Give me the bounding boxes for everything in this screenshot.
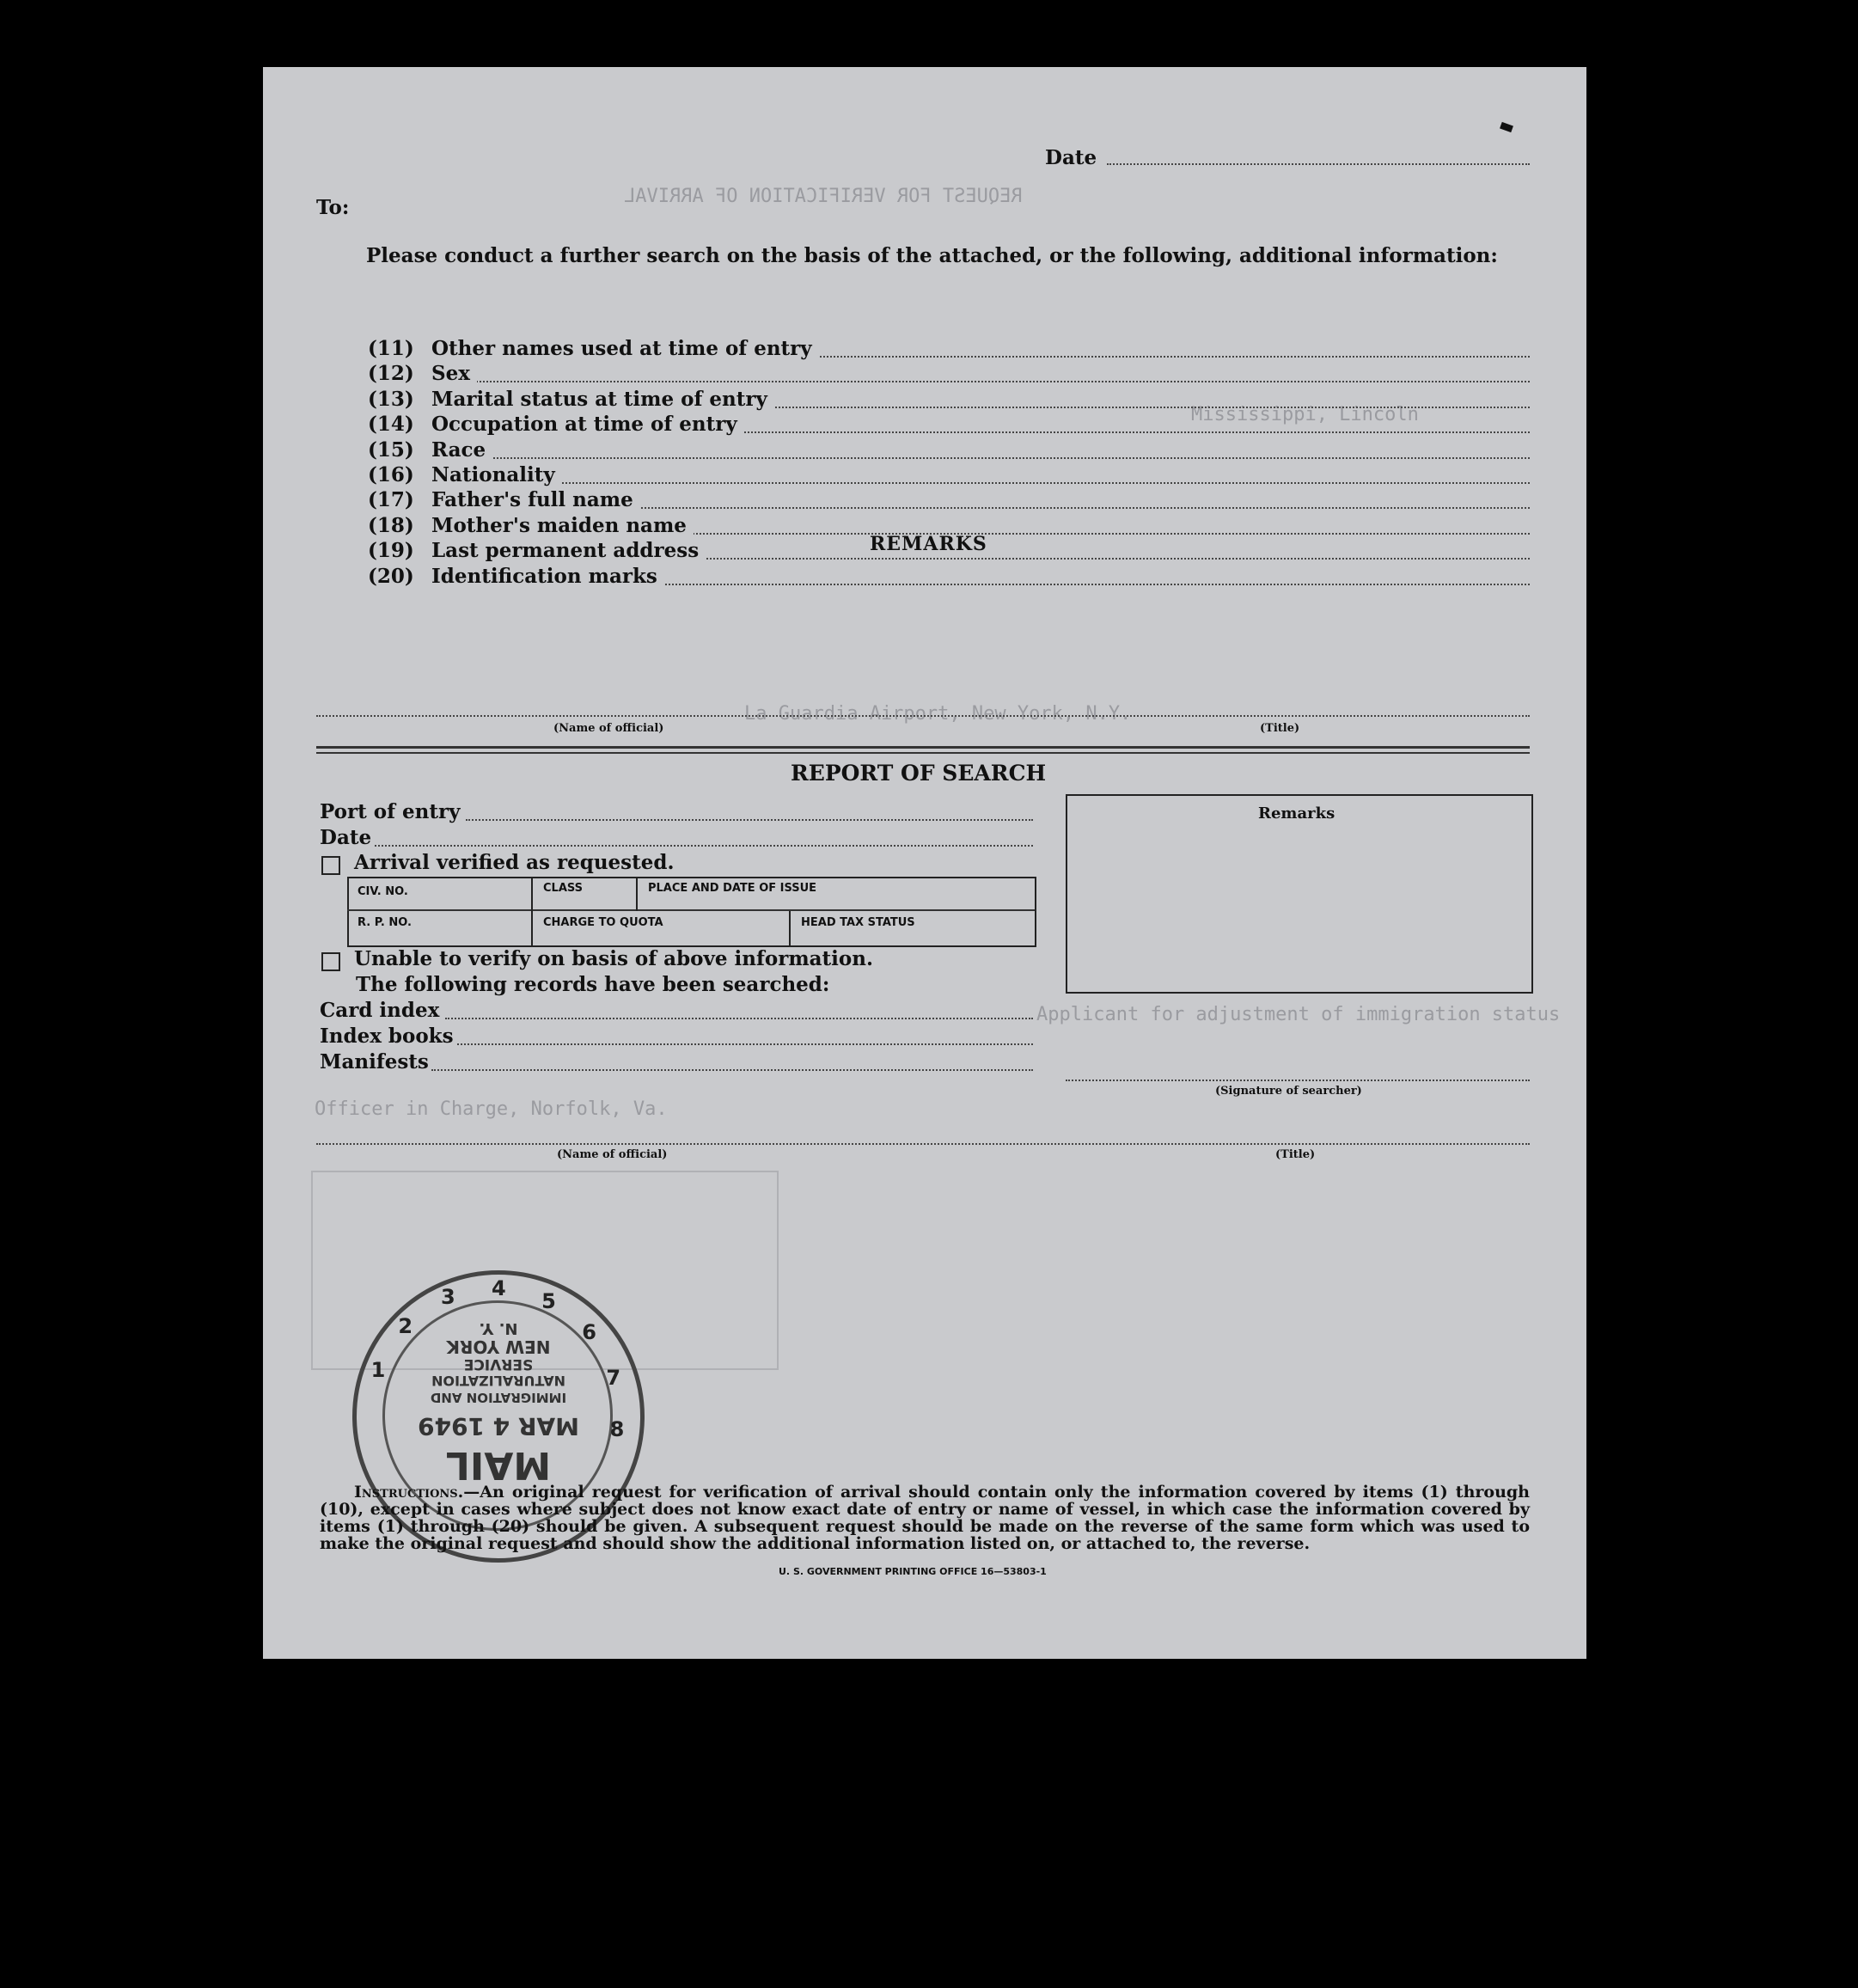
stamp-digit: 2 bbox=[398, 1313, 413, 1338]
card-index-line[interactable] bbox=[445, 1018, 1033, 1019]
field-number: (15) bbox=[368, 437, 414, 462]
manifests-label: Manifests bbox=[320, 1050, 429, 1074]
field-number: (20) bbox=[368, 564, 414, 588]
stamp-digit: 3 bbox=[441, 1285, 455, 1310]
bleed-through-text: La Guardia Airport, New York, N.Y. bbox=[744, 703, 1132, 725]
table-col-divider bbox=[789, 911, 791, 945]
rp-no-cell[interactable]: R. P. NO. bbox=[358, 916, 412, 929]
card-index-label: Card index bbox=[320, 999, 440, 1022]
civ-no-cell[interactable]: CIV. NO. bbox=[358, 885, 408, 898]
stamp-digit: 8 bbox=[609, 1417, 625, 1442]
field-input-line[interactable] bbox=[431, 381, 1530, 382]
field-row[interactable] bbox=[368, 362, 1530, 388]
stamp-digit: 1 bbox=[370, 1357, 386, 1382]
report-heading: REPORT OF SEARCH bbox=[791, 761, 1047, 786]
field-number: (18) bbox=[368, 513, 414, 537]
divider-rule bbox=[316, 752, 1530, 754]
field-input-line[interactable] bbox=[431, 457, 1530, 459]
remarks-box[interactable] bbox=[1066, 794, 1533, 994]
bleed-through-text: Mississippi, Lincoln bbox=[1191, 404, 1419, 425]
table-row-divider bbox=[347, 909, 1035, 911]
field-number: (12) bbox=[368, 362, 414, 386]
field-number: (11) bbox=[368, 337, 414, 360]
stamp-mail: MAIL bbox=[445, 1443, 552, 1487]
report-name-of-official-label: (Name of official) bbox=[557, 1148, 668, 1161]
port-of-entry-line[interactable] bbox=[466, 819, 1033, 821]
report-title-label: (Title) bbox=[1275, 1148, 1316, 1161]
stamp-digit: 5 bbox=[541, 1288, 556, 1313]
remarks-box-title: Remarks bbox=[1258, 804, 1335, 823]
head-tax-status-cell[interactable]: HEAD TAX STATUS bbox=[801, 916, 915, 929]
printing-office-footer: U. S. GOVERNMENT PRINTING OFFICE 16—53803-1 bbox=[779, 1566, 1047, 1577]
unable-to-verify-label: Unable to verify on basis of above information. bbox=[354, 947, 873, 970]
bleed-through-text: REQUEST FOR VERIFICATION OF ARRIVAL bbox=[624, 186, 1023, 207]
field-number: (13) bbox=[368, 387, 414, 411]
index-books-line[interactable] bbox=[457, 1043, 1033, 1045]
corner-mark bbox=[1500, 122, 1513, 132]
field-label: Father's full name bbox=[431, 488, 640, 511]
field-label: Marital status at time of entry bbox=[431, 388, 774, 411]
index-books-label: Index books bbox=[320, 1025, 454, 1048]
bleed-through-text: Officer in Charge, Norfolk, Va. bbox=[315, 1098, 668, 1120]
stamp-city: NEW YORK bbox=[446, 1337, 551, 1357]
stamp-immigration: IMMIGRATION AND bbox=[430, 1390, 567, 1405]
stamp-digit: 4 bbox=[492, 1276, 506, 1301]
field-label: Sex bbox=[431, 362, 477, 385]
arrival-verified-checkbox[interactable] bbox=[321, 856, 340, 875]
instructions bbox=[320, 1483, 1530, 1552]
field-row[interactable] bbox=[368, 413, 1530, 438]
signature-of-searcher-label: (Signature of searcher) bbox=[1215, 1085, 1362, 1098]
title-label: (Title) bbox=[1260, 722, 1300, 735]
field-row[interactable] bbox=[368, 337, 1530, 363]
field-label: Occupation at time of entry bbox=[431, 413, 744, 436]
field-number: (16) bbox=[368, 463, 414, 486]
field-row[interactable] bbox=[368, 488, 1530, 514]
field-row[interactable] bbox=[368, 565, 1530, 590]
table-col-divider bbox=[636, 877, 638, 911]
field-label: Last permanent address bbox=[431, 539, 706, 562]
arrival-verified-label: Arrival verified as requested. bbox=[354, 851, 675, 874]
remarks-heading: REMARKS bbox=[870, 533, 987, 555]
following-records-label: The following records have been searched: bbox=[356, 973, 830, 996]
intro-text: Please conduct a further search on the basis of the attached, or the following, additional information: bbox=[366, 244, 1498, 267]
field-label: Identification marks bbox=[431, 565, 664, 588]
searcher-signature-line[interactable] bbox=[1066, 1080, 1530, 1081]
stamp-service: SERVICE bbox=[463, 1355, 534, 1373]
class-cell[interactable]: CLASS bbox=[543, 882, 584, 895]
field-number: (14) bbox=[368, 413, 414, 437]
field-row[interactable] bbox=[368, 388, 1530, 413]
port-of-entry-label: Port of entry bbox=[320, 800, 461, 823]
official-name-line[interactable] bbox=[316, 715, 1530, 717]
field-number: (17) bbox=[368, 488, 414, 512]
field-row[interactable] bbox=[368, 438, 1530, 464]
table-col-divider bbox=[531, 877, 533, 945]
instructions-text: —An original request for verification of arrival should contain only the information covered by items (1) through (10), except in cases where subject does not know exact date of entry or name of vessel, in which case the information covered by items (1) through (20) should be given. A subsequent request should be made on the reverse of the same form which was used to make the original request and should show the additional information listed on, or attached to, the reverse. bbox=[320, 1483, 1530, 1553]
field-input-line[interactable] bbox=[431, 482, 1530, 484]
date-label: Date bbox=[1045, 146, 1097, 169]
report-official-line[interactable] bbox=[316, 1143, 1530, 1145]
name-of-official-label: (Name of official) bbox=[553, 722, 664, 735]
report-date-line[interactable] bbox=[375, 845, 1033, 847]
stamp-digit: 7 bbox=[606, 1366, 621, 1391]
field-number: (19) bbox=[368, 539, 414, 563]
stamp-state: N. Y. bbox=[479, 1319, 518, 1337]
place-date-cell[interactable]: PLACE AND DATE OF ISSUE bbox=[648, 882, 817, 895]
manifests-line[interactable] bbox=[431, 1069, 1033, 1071]
bleed-through-text: Applicant for adjustment of immigration status bbox=[1036, 1004, 1561, 1025]
report-date-label: Date bbox=[320, 826, 372, 849]
divider-rule bbox=[316, 746, 1530, 749]
field-label: Other names used at time of entry bbox=[431, 337, 819, 360]
stamp-date: MAR 4 1949 bbox=[418, 1412, 580, 1441]
unable-to-verify-checkbox[interactable] bbox=[321, 952, 340, 971]
form-sheet bbox=[263, 67, 1586, 1659]
stamp-naturalization: NATURALIZATION bbox=[431, 1373, 565, 1389]
date-line[interactable] bbox=[1107, 163, 1530, 165]
to-label: To: bbox=[316, 196, 350, 219]
instructions-lead: Instructions. bbox=[354, 1483, 464, 1502]
stamp-digit: 6 bbox=[582, 1320, 596, 1345]
field-label: Nationality bbox=[431, 463, 562, 486]
field-label: Race bbox=[431, 438, 492, 462]
charge-to-quota-cell[interactable]: CHARGE TO QUOTA bbox=[543, 916, 663, 929]
field-row[interactable] bbox=[368, 463, 1530, 489]
field-label: Mother's maiden name bbox=[431, 514, 694, 537]
